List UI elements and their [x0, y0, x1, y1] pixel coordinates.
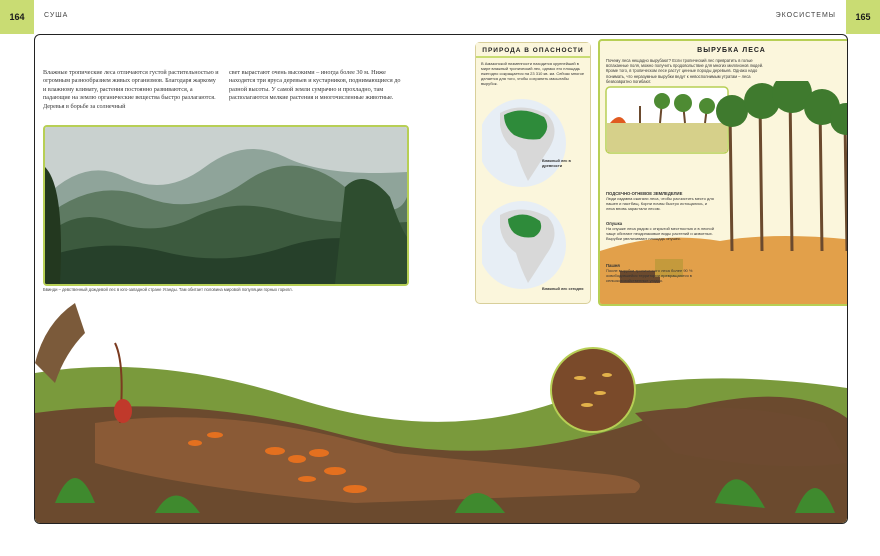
page-number-right: 165	[846, 0, 880, 34]
stage2-text: На опушке леса рядом с открытой местностью и в лесной чаще обитают неодинаковые виды растений и животных. Вырубки увеличивают площадь опушек.	[606, 226, 714, 241]
nature-title: ПРИРОДА В ОПАСНОСТИ	[476, 43, 590, 58]
stage1-title: ПОДСЕЧНО-ОГНЕВОЕ ЗЕМЛЕДЕЛИЕ	[606, 191, 683, 196]
section-title-left: СУША	[44, 12, 69, 19]
stage3-text: После вырубки тропического леса более 90 % освободившейся территории превращаются в сельскохозяйственные угодья.	[606, 268, 693, 283]
amazon-maps	[482, 95, 584, 295]
stage3-title: Пашня	[606, 263, 620, 268]
nature-text: В Амазонской низменности находится крупнейший в мире влажный тропический лес, однако его площадь ежегодно сокращается на 23 310 кв. км. Сейчас многое делается для того, чтобы сохранить масштабы вырубок.	[481, 61, 585, 87]
page-header	[0, 0, 880, 34]
stage-farmland	[606, 263, 716, 283]
nature-at-risk-panel	[475, 42, 591, 304]
rainforest-photo	[43, 125, 409, 286]
page-spread	[34, 34, 848, 524]
deforestation-panel	[598, 39, 848, 306]
intro-column-1: Влажные тропические леса отличаются густой растительностью и огромным разнообразием живых организмов. Благодаря жаркому и влажному климату, растения постоянно развиваются, а падающие на землю органические вещества быстро разлагаются. Деревья в борьбе за солнечный	[43, 69, 219, 110]
map-past-label: Влажный лес в древности	[542, 159, 571, 168]
logging-title: ВЫРУБКА ЛЕСА	[697, 47, 766, 54]
map-today-label: Влажный лес сегодня	[542, 287, 584, 291]
page-number-left: 164	[0, 0, 34, 34]
section-title-right: ЭКОСИСТЕМЫ	[775, 12, 836, 19]
stage-edge	[606, 221, 716, 241]
intro-column-2: свет вырастают очень высокими – иногда более 30 м. Ниже находятся три яруса деревьев и кустарников, поднимающиеся до разной высоты. У самой земли сумрачно и прохладно, там располагаются мелкие растения и многочисленные животные.	[229, 69, 401, 102]
stage-slash-burn	[606, 191, 716, 211]
stage2-title: Опушка	[606, 221, 623, 226]
photo-caption: Бвинди – девственный дождевой лес в юго-западной стране Уганды. Там обитает половина мировой популяции горных горилл.	[43, 287, 293, 292]
logging-text: Почему леса нещадно вырубают? Если тропический лес превратить в голые вспаханные поля, можно получить продовольствие для многих миллионов людей. Кроме того, в тропическом лесе растут ценные породы деревьев. Однако надо понимать, что неразумные вырубки ведут к невосполнимым утратам – леса безвозвратно погибают.	[606, 58, 764, 84]
stage1-text: Люди издавна сжигали леса, чтобы расчистить место для пашен и пастбищ. Корни почвы быстро истощались, и леса вновь зарастали лесом.	[606, 196, 714, 211]
forest-floor-illustration	[35, 303, 847, 523]
